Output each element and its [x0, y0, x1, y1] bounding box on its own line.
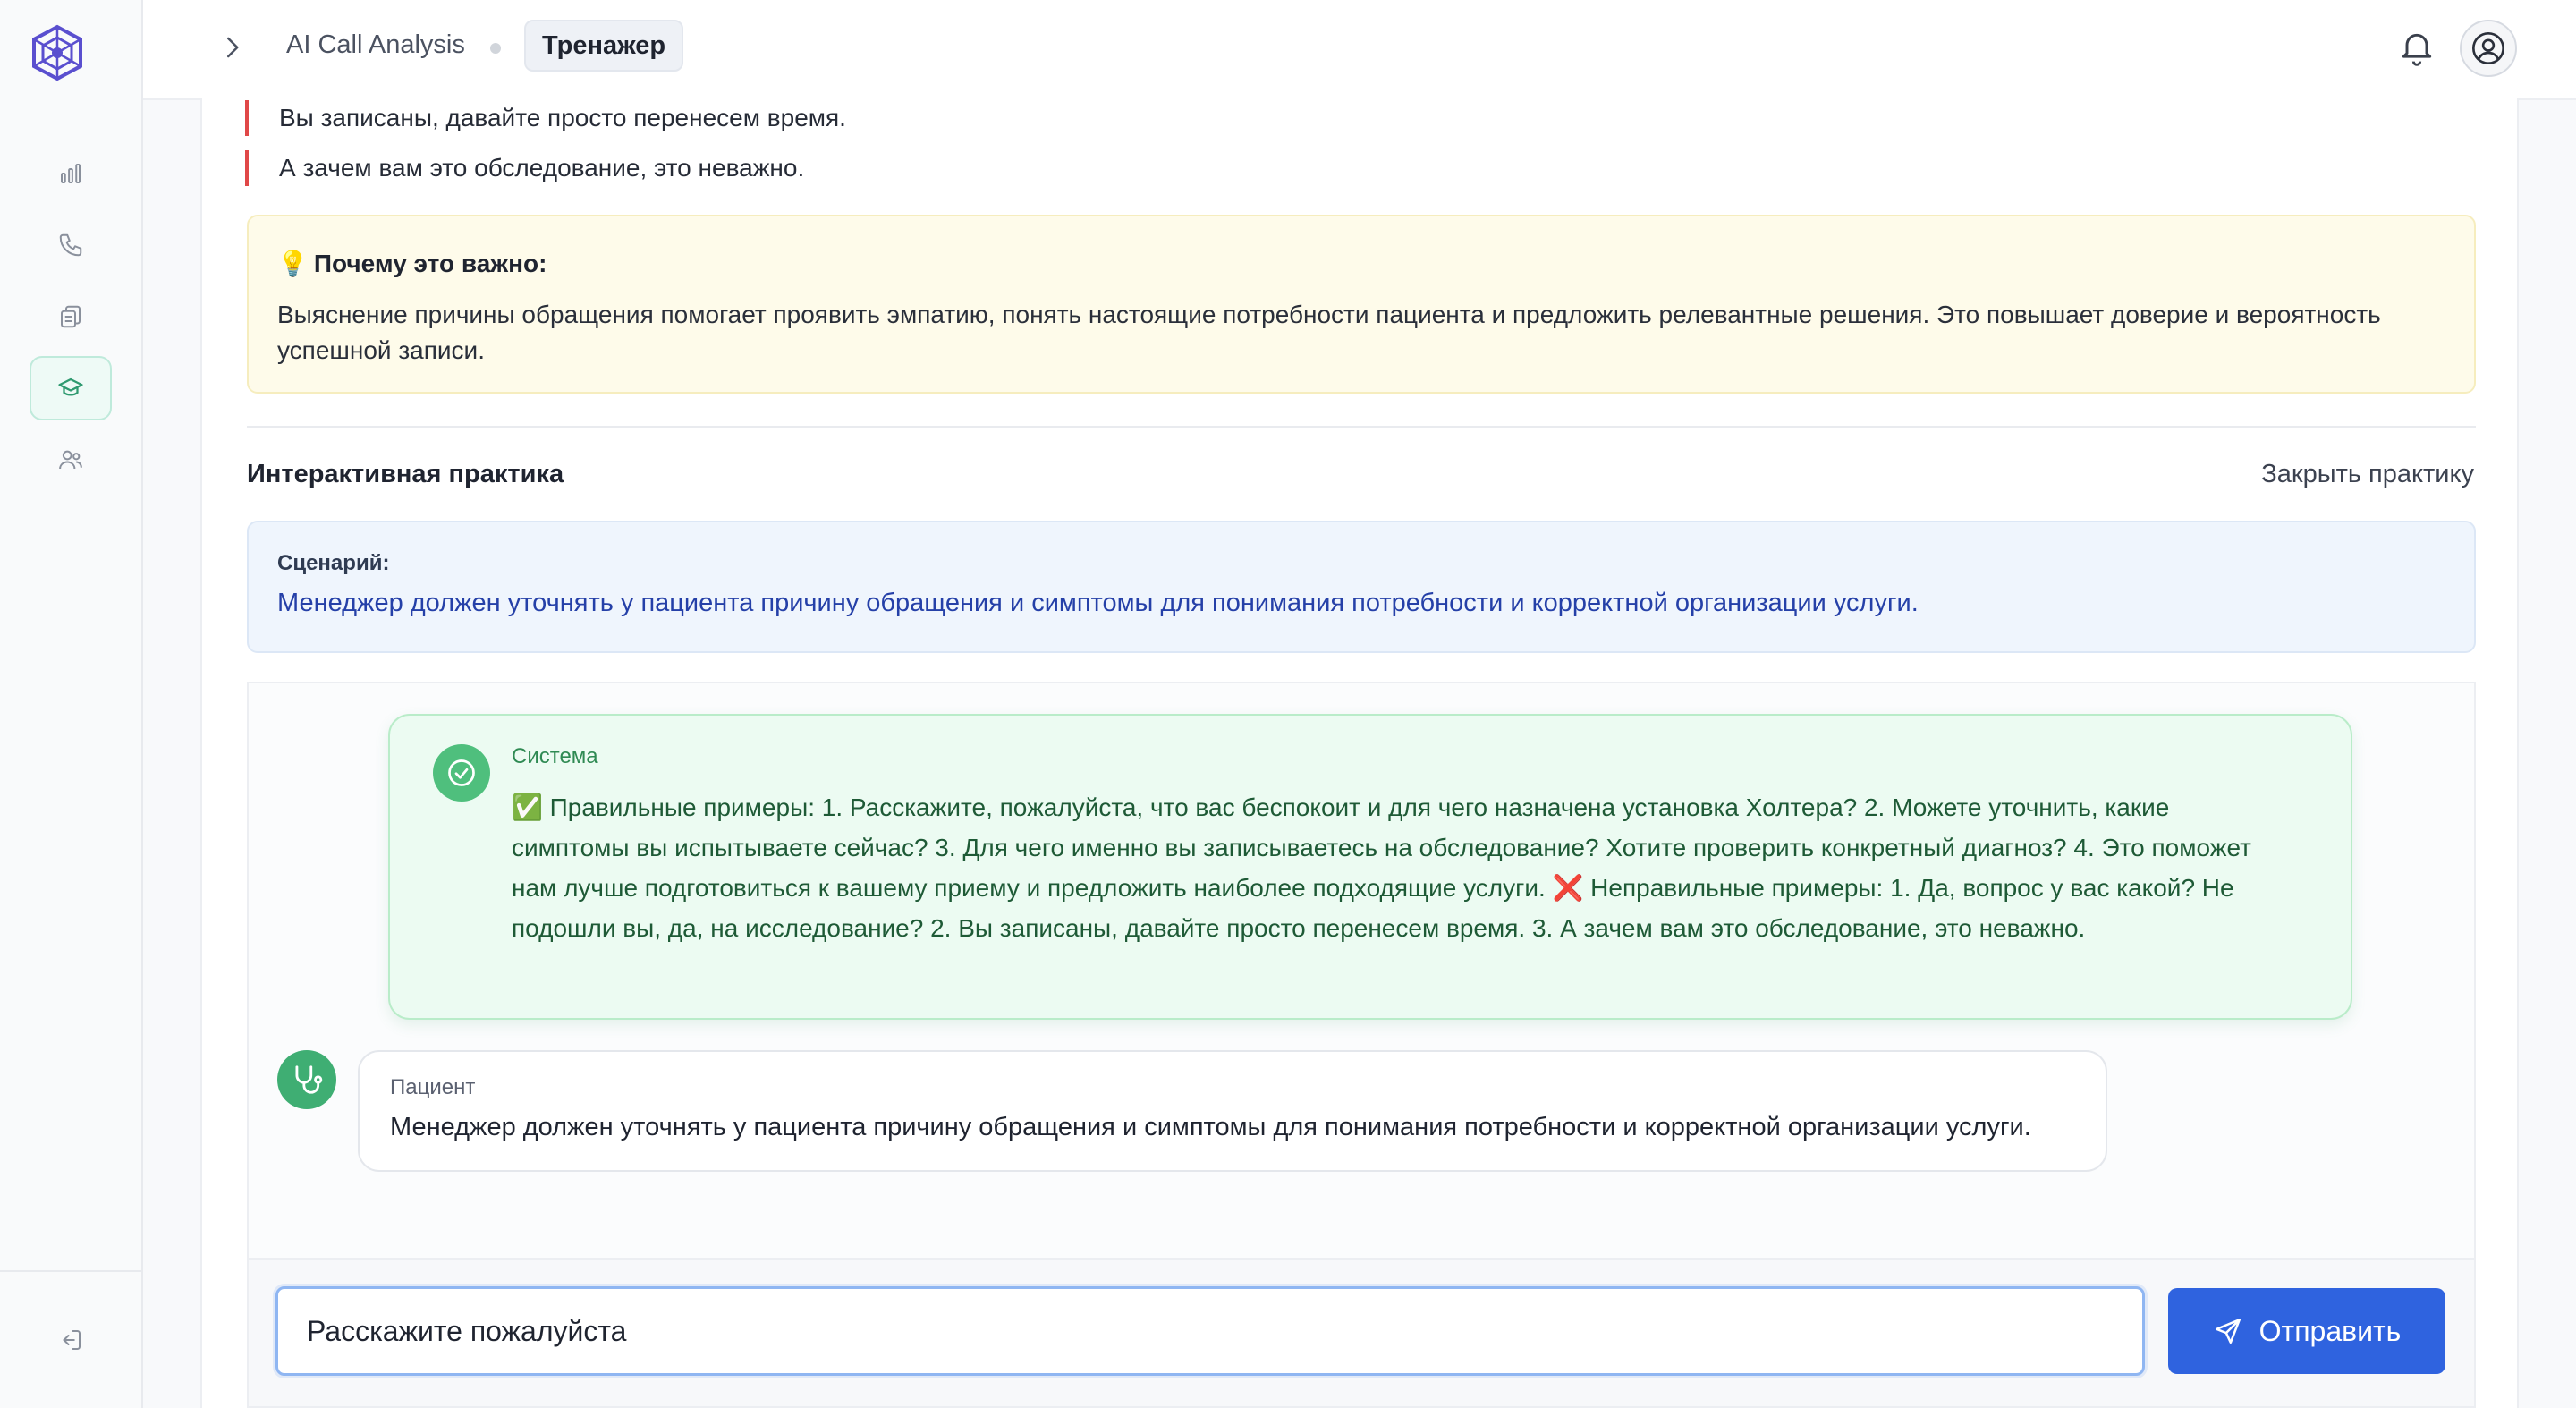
breadcrumb-current: Тренажер [524, 20, 683, 72]
scenario-text: Менеджер должен уточнять у пациента причину обращения и симптомы для понимания потребности и корректной организации услуги. [277, 589, 1919, 617]
practice-title: Интерактивная практика [247, 460, 564, 488]
incorrect-example: Вы записаны, давайте просто перенесем время. [245, 100, 846, 136]
sidebar-item-users[interactable] [30, 428, 112, 492]
system-message-text: ✅ Правильные примеры: 1. Расскажите, пожалуйста, что вас беспокоит и для чего назначена установка Холтера? 2. Можете уточнить, какие симптомы вы испытываете сейчас? 3. Для чего именно вы записываетесь на обследование? Хотите проверить конкретный диагноз? 4. Это поможет нам лучше подготовиться к вашему приему и предложить наиболее подходящие услуги. ❌ Неправильные примеры: 1. Да, вопрос у вас какой? Не подошли вы, да, на исследование? 2. Вы записаны, давайте просто перенесем время. 3. А зачем вам это обследование, это неважно. [512, 793, 2251, 942]
user-profile-button[interactable] [2460, 20, 2517, 77]
incorrect-example: А зачем вам это обследование, это неважно. [245, 150, 804, 186]
patient-message-text: Менеджер должен уточнять у пациента причину обращения и симптомы для понимания потребности и корректной организации услуги. [390, 1113, 2031, 1141]
patient-message [358, 1050, 2107, 1172]
scenario-box [247, 521, 2476, 653]
sidebar-item-trainer[interactable] [30, 356, 112, 420]
section-divider [247, 426, 2476, 428]
logout-button[interactable] [30, 1308, 112, 1372]
sidebar [0, 0, 143, 1408]
lightbulb-icon: 💡 [277, 250, 309, 277]
breadcrumb-separator [490, 43, 501, 54]
sidebar-item-calls[interactable] [30, 213, 112, 277]
chevron-right-icon[interactable] [218, 34, 245, 61]
bar-chart-icon [57, 160, 84, 187]
send-button-label: Отправить [2258, 1314, 2402, 1347]
top-header [143, 0, 2576, 100]
sidebar-divider [0, 1270, 141, 1272]
why-important-text: Выяснение причины обращения помогает проявить эмпатию, понять настоящие потребности пациента и предложить релевантные решения. Это повышает доверие и вероятность успешной записи. [277, 301, 2381, 364]
logout-icon [57, 1327, 84, 1353]
patient-author: Пациент [390, 1075, 476, 1099]
system-message [388, 714, 2352, 1020]
patient-avatar [277, 1050, 336, 1109]
sidebar-item-analytics[interactable] [30, 141, 112, 206]
breadcrumb-app[interactable]: AI Call Analysis [286, 30, 465, 59]
lesson-card [200, 98, 2519, 1408]
graduation-cap-icon [57, 375, 84, 402]
check-circle-icon [445, 757, 478, 789]
why-important-box [247, 215, 2476, 394]
notifications-bell-icon[interactable] [2397, 29, 2436, 68]
user-circle-icon [2470, 30, 2506, 66]
message-input[interactable] [275, 1286, 2145, 1376]
scenario-label: Сценарий: [277, 551, 390, 575]
system-author: Система [512, 744, 598, 768]
close-practice-button[interactable]: Закрыть практику [2261, 460, 2474, 488]
stethoscope-icon [290, 1063, 324, 1097]
why-important-title: 💡 Почему это важно: [277, 250, 547, 277]
users-icon [57, 446, 84, 473]
message-composer [247, 1258, 2476, 1408]
phone-icon [57, 232, 84, 259]
logo-icon[interactable] [27, 23, 88, 84]
system-avatar [433, 744, 490, 802]
clipboard-icon [57, 303, 84, 330]
send-icon [2213, 1316, 2243, 1346]
sidebar-item-reports[interactable] [30, 284, 112, 349]
send-button[interactable] [2168, 1288, 2445, 1374]
